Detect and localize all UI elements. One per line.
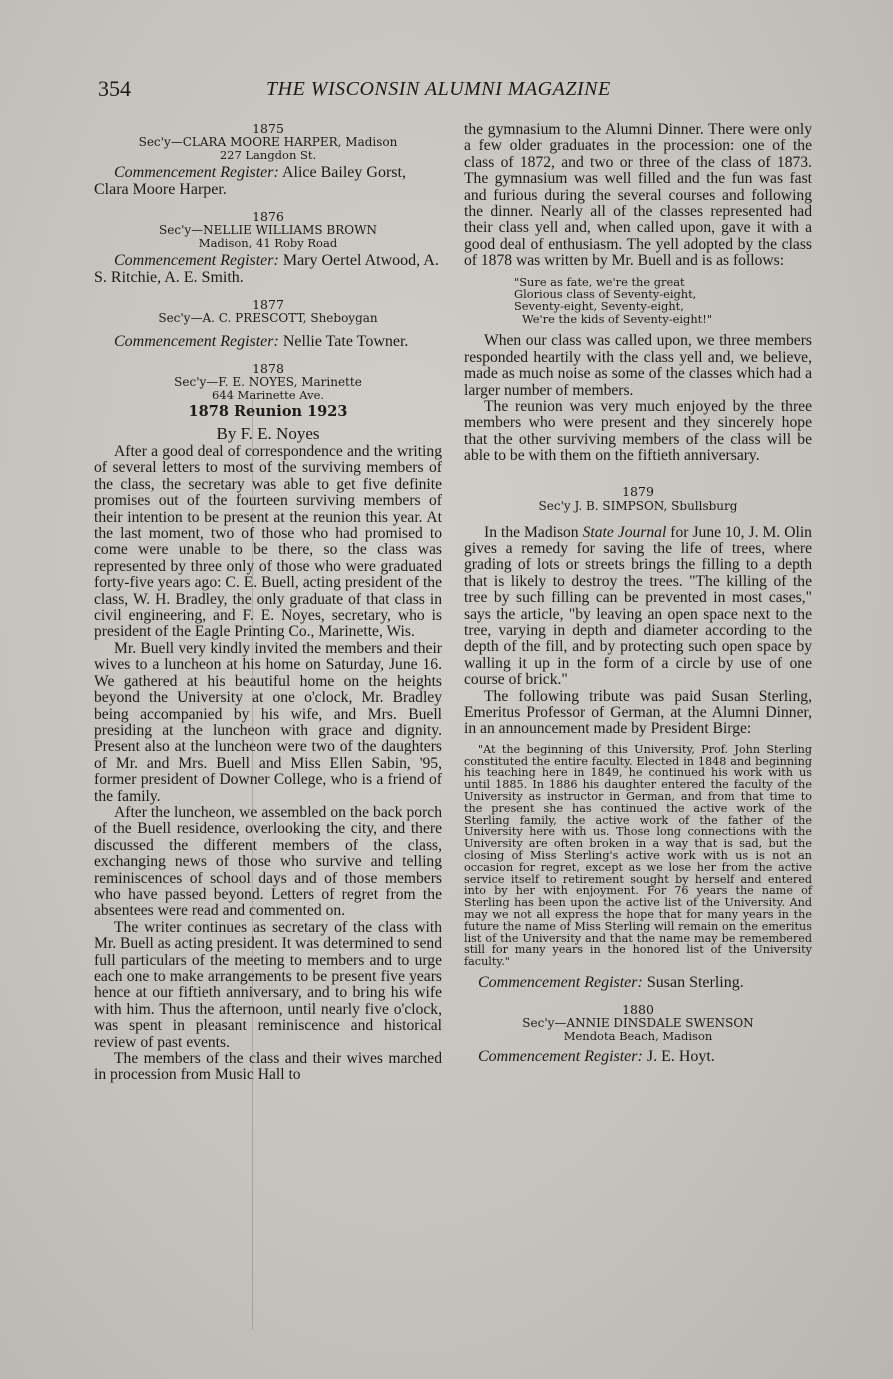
commencement-register: [464, 974, 812, 991]
register-label: Commencement Register:: [114, 252, 279, 269]
commencement-register: [94, 252, 442, 286]
article-paragraph: After the luncheon, we assembled on the back porch of the Buell residence, overlooking the city, and there discussed the different members of the class, exchanging news of those who survive and telling reminiscences of school days and of those members who have passed beyond. Letters of regret from the absentees were read and commented on.: [94, 803, 442, 920]
class-yell: [514, 276, 812, 326]
class-year: 1876: [252, 209, 284, 224]
class-1875-note: [94, 122, 442, 198]
article-paragraph: the gymnasium to the Alumni Dinner. There were only a few older graduates in the procession: one of the class of 1872, and two or three of the class of 1873. The gymnasium was well filled and the fun was fast and furious during the several courses and following the dinner. Nearly all of the classes represented had their class yell and, when called upon, gave it with a good deal of enthusiasm. The yell adopted by the class of 1878 was written by Mr. Buell and is as follows:: [464, 121, 812, 270]
tribute-quote: "At the beginning of this University, Prof. John Sterling constituted the entire faculty. Elected in 1848 and beginning his teaching here in 1849, he continued his work with us until 1885. In 1886 his daughter entered the faculty of the University as instructor in German, and from that time to the present she has continued the active work of the Sterling family, the active work of the father of the University here with us. Those long connections with the University are often broken in a way that is sad, but the closing of Miss Sterling's active work with us is not an occasion for regret, except as we lose her from the active service itself to retirement sought by herself and entered into by her with enjoyment. For 76 years the name of Sterling has been upon the active list of the University. And may we not all express the hope that for many years in the future the name of Miss Sterling will remain on the emeritus list of the University and that the name may be remembered still for many years in the honored list of the University faculty.": [464, 742, 812, 969]
article-paragraph: After a good deal of correspondence and the writing of several letters to most of the surviving members of the class, the secretary was able to get five definite promises out of the fourteen surviving members of their intention to be present at the reunion this year. At the last moment, two of those who had promised to come were unable to be there, so the class was represented by three only of those who were graduated forty-five years ago: C. E. Buell, acting president of the class, W. H. Bradley, the only graduate of that class in civil engineering, and F. E. Noyes, secretary, who is president of the Eagle Printing Co., Marinette, Wis.: [94, 443, 442, 641]
class-secretary: Sec'y—F. E. NOYES, Marinette: [174, 375, 362, 389]
register-names: J. E. Hoyt.: [646, 1047, 715, 1065]
paragraph-text: for June 10, J. M. Olin gives a remedy for saving the life of trees, where grading of lots or streets brings the filling to a depth that is likely to destroy the trees. "The killing of the tree by such filling can be prevented in most cases," says the article, "by leaving an open space next to the tree, varying in depth and diameter according to the depth of the fill, and by protecting such open space by walling it up in the form of a circle by use of one course of brick.": [464, 523, 812, 689]
secretary-address: 644 Marinette Ave.: [211, 388, 325, 402]
class-1878-note: [94, 362, 442, 1084]
class-1879-note: [464, 485, 812, 991]
page-number: 354: [98, 76, 131, 101]
left-column: [94, 122, 442, 1084]
article-paragraph: The writer continues as secretary of the class with Mr. Buell as acting president. It was determined to send full particulars of the meeting to members and to urge each one to make arrangements to be present five years hence at our fiftieth anniversary, and to bring his wife with him. Thus the afternoon, until nearly five o'clock, was spent in pleasant reminiscence and historical review of past events.: [94, 918, 442, 1051]
article-paragraph: The reunion was very much enjoyed by the three members who were present and they sincerely hope that the other surviving members of the class will be able to be with them on the fiftieth anniversary.: [464, 397, 812, 465]
yell-line: We're the kids of Seventy-eight!": [522, 311, 713, 326]
article-paragraph: [464, 525, 812, 689]
commencement-register: [464, 1048, 812, 1065]
article-paragraph: Mr. Buell very kindly invited the members and their wives to a luncheon at his home on Saturday, June 16. We gathered at his beautiful home on the heights beyond the University at one o'clock, Mr. Bradley being accompanied by his wife, and Mrs. Buell presiding at the luncheon with grace and dignity. Present also at the luncheon were two of the daughters of Mr. and Mrs. Buell and Miss Ellen Sabin, '95, former president of Downer College, who is a friend of the family.: [94, 639, 442, 805]
register-names: Nellie Tate Towner.: [282, 333, 409, 350]
class-year: 1877: [252, 297, 284, 312]
class-year: 1878: [252, 361, 284, 376]
secretary-address: 227 Langdon St.: [219, 148, 317, 162]
class-secretary: Sec'y—A. C. PRESCOTT, Sheboygan: [158, 311, 378, 325]
reunion-heading: 1878 Reunion 1923: [188, 403, 348, 420]
right-column: [464, 122, 812, 1065]
class-year: 1875: [252, 121, 284, 136]
column-rule: [252, 400, 253, 1330]
register-label: Commencement Register:: [478, 1047, 643, 1065]
secretary-address: Mendota Beach, Madison: [563, 1028, 713, 1043]
article-byline: By F. E. Noyes: [216, 424, 320, 443]
class-secretary: Sec'y—ANNIE DINSDALE SWENSON: [522, 1015, 754, 1030]
register-label: Commencement Register:: [478, 973, 643, 991]
secretary-address: Madison, 41 Roby Road: [198, 236, 338, 250]
yell-line: Glorious class of Seventy-eight,: [514, 287, 697, 302]
class-year: 1880: [622, 1001, 654, 1017]
article-paragraph: The members of the class and their wives marched in procession from Music Hall to: [94, 1050, 442, 1084]
yell-line: "Sure as fate, we're the great: [514, 274, 685, 289]
newspaper-title: State Journal: [582, 523, 667, 541]
class-secretary: Sec'y—NELLIE WILLIAMS BROWN: [159, 223, 377, 237]
register-names: Susan Sterling.: [646, 973, 744, 991]
class-1876-note: [94, 210, 442, 286]
magazine-title: THE WISCONSIN ALUMNI MAGAZINE: [266, 78, 611, 100]
commencement-register: [94, 333, 442, 350]
register-label: Commencement Register:: [114, 333, 279, 350]
class-secretary: Sec'y J. B. SIMPSON, Sbullsburg: [538, 498, 738, 513]
class-secretary: Sec'y—CLARA MOORE HARPER, Madison: [138, 135, 398, 149]
register-names: Alice Bailey Gorst, Clara Moore Harper.: [94, 164, 406, 198]
class-year: 1879: [622, 483, 654, 499]
article-paragraph: The following tribute was paid Susan Sterling, Emeritus Professor of German, at the Alumni Dinner, in an announcement made by President Birge:: [464, 687, 812, 738]
commencement-register: [94, 164, 442, 198]
class-1877-note: [94, 298, 442, 350]
yell-line: Seventy-eight, Seventy-eight,: [514, 299, 684, 314]
article-paragraph: When our class was called upon, we three members responded heartily with the class yell and, we believe, made as much noise as some of the classes which had a larger number of members.: [464, 332, 812, 399]
register-label: Commencement Register:: [114, 164, 279, 181]
paragraph-text: In the Madison: [484, 523, 583, 541]
register-names: Mary Oertel Atwood, A. S. Ritchie, A. E. Smith.: [94, 252, 439, 286]
class-1880-note: [464, 1003, 812, 1065]
